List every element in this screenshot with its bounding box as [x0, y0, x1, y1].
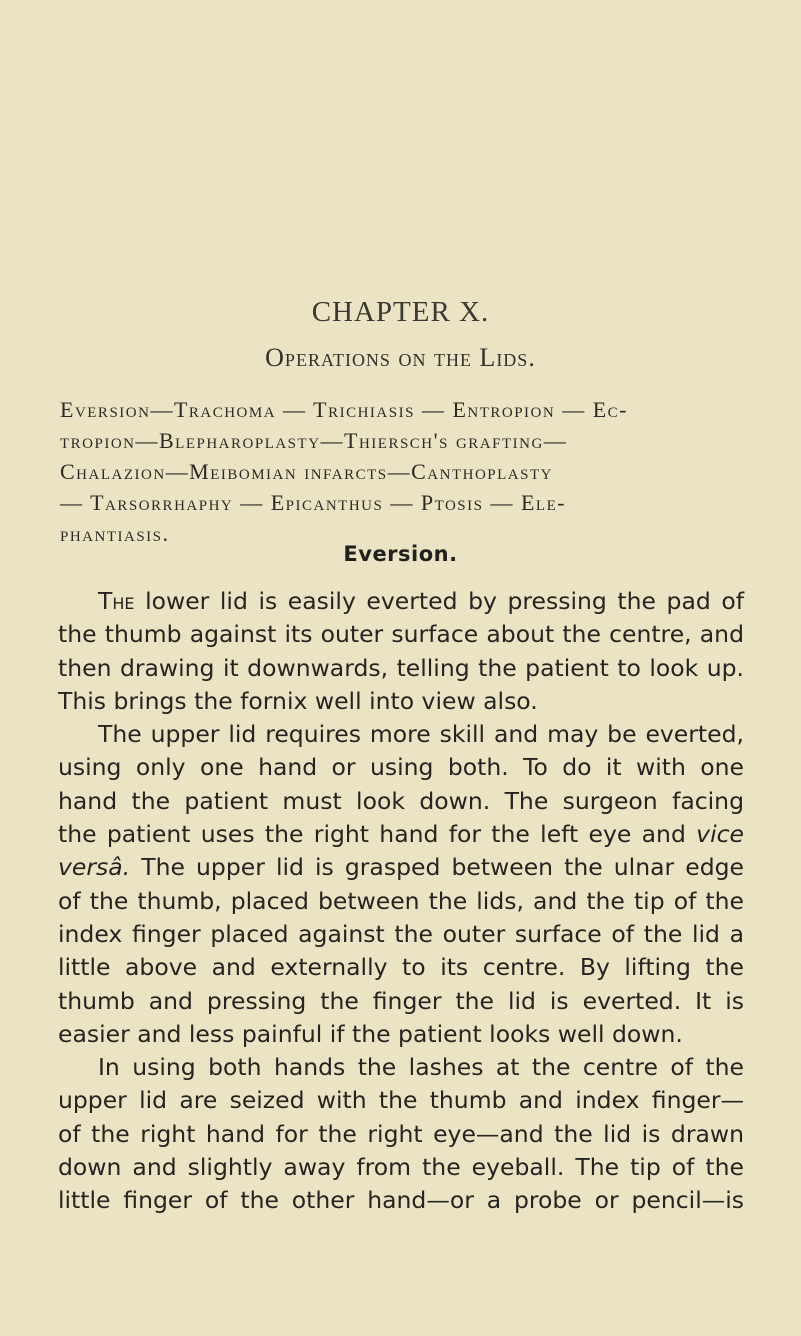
chapter-synopsis [60, 394, 742, 549]
paragraph-2-line [58, 851, 744, 884]
paragraph-2-line: easier and less painful if the patient looks well down. [58, 1019, 683, 1048]
paragraph-2-line: hand the patient must look down. The surgeon facing [58, 786, 744, 815]
synopsis-line: phantiasis. [60, 521, 170, 546]
paragraph-2-line: little above and externally to its centre. By lifting the [58, 953, 744, 982]
paragraph-1-text: lower lid is easily everted by pressing the pad of [134, 587, 744, 615]
body-text [58, 585, 744, 1218]
paragraph-2-line: The upper lid requires more skill and may be everted, [98, 720, 744, 749]
italic-text: versâ. [58, 853, 131, 882]
paragraph-2-line: using only one hand or using both. To do it with one [58, 753, 744, 782]
paragraph-1-line: the thumb against its outer surface about the centre, and [58, 620, 744, 649]
paragraph-1-line [58, 585, 744, 618]
synopsis-line: Eversion—Trachoma — Trichiasis — Entropion — Ec- [60, 397, 628, 422]
subheading-eversion: Eversion. [343, 542, 458, 566]
paragraph-3-line: of the right hand for the right eye—and the lid is drawn [58, 1119, 744, 1148]
synopsis-line: — Tarsorrhaphy — Epicanthus — Ptosis — Ele- [60, 490, 567, 515]
paragraph-2-text: the patient uses the right hand for the left eye and [58, 820, 697, 849]
italic-text: vice [696, 820, 744, 849]
synopsis-line: tropion—Blepharoplasty—Thiersch's grafting— [60, 428, 568, 453]
paragraph-1-line: This brings the fornix well into view also. [58, 686, 538, 715]
paragraph-3-line: down and slightly away from the eyeball. The tip of the [58, 1153, 744, 1182]
chapter-title: CHAPTER X. [311, 296, 490, 328]
paragraph-2-line: index finger placed against the outer surface of the lid a [58, 919, 744, 948]
paragraph-2-line [58, 818, 744, 851]
section-title: Operations on the Lids. [265, 343, 536, 372]
paragraph-3-line: little finger of the other hand—or a probe or pencil—is [58, 1186, 744, 1215]
paragraph-lead-word: The [98, 587, 135, 615]
paragraph-1-line: then drawing it downwards, telling the patient to look up. [58, 653, 744, 682]
paragraph-2-line: of the thumb, placed between the lids, and the tip of the [58, 886, 744, 915]
synopsis-line: Chalazion—Meibomian infarcts—Canthoplasty [60, 459, 553, 484]
paragraph-2-line: thumb and pressing the finger the lid is everted. It is [58, 986, 744, 1015]
paragraph-3-line: upper lid are seized with the thumb and index finger— [58, 1086, 744, 1115]
paragraph-2-text: The upper lid is grasped between the ulnar edge [130, 853, 744, 882]
paragraph-3-line: In using both hands the lashes at the centre of the [98, 1053, 744, 1082]
